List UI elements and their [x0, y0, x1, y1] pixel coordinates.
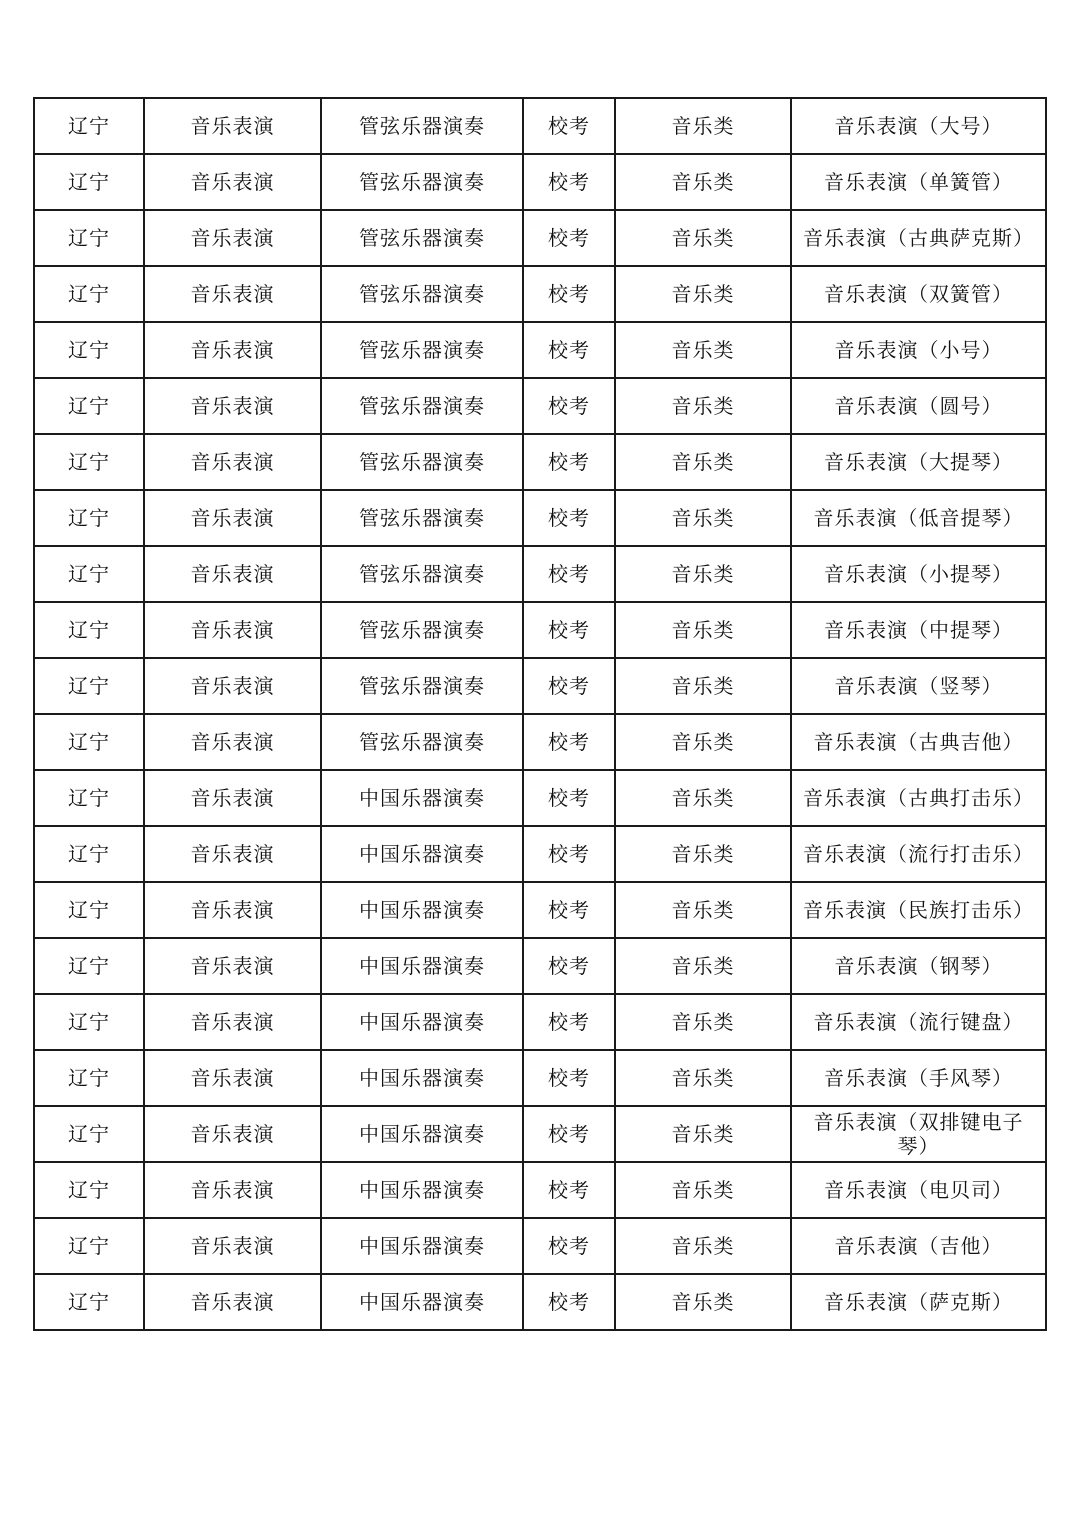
- table-row: [34, 826, 1046, 882]
- specialty-cell: 音乐表演（双排键电子琴）: [791, 1106, 1046, 1162]
- province-cell: 辽宁: [34, 602, 144, 658]
- category-cell: 音乐类: [615, 1218, 791, 1274]
- direction-cell: 中国乐器演奏: [321, 882, 523, 938]
- province-cell: 辽宁: [34, 1162, 144, 1218]
- direction-cell: 中国乐器演奏: [321, 770, 523, 826]
- direction-cell: 中国乐器演奏: [321, 1106, 523, 1162]
- specialty-cell: 音乐表演（古典打击乐）: [791, 770, 1046, 826]
- category-cell: 音乐类: [615, 378, 791, 434]
- direction-cell: 管弦乐器演奏: [321, 658, 523, 714]
- category-cell: 音乐类: [615, 1162, 791, 1218]
- specialty-cell: 音乐表演（大号）: [791, 98, 1046, 154]
- specialty-cell: 音乐表演（古典萨克斯）: [791, 210, 1046, 266]
- province-cell: 辽宁: [34, 658, 144, 714]
- specialty-cell: 音乐表演（竖琴）: [791, 658, 1046, 714]
- direction-cell: 中国乐器演奏: [321, 1162, 523, 1218]
- category-cell: 音乐类: [615, 98, 791, 154]
- province-cell: 辽宁: [34, 714, 144, 770]
- direction-cell: 管弦乐器演奏: [321, 154, 523, 210]
- table-row: [34, 714, 1046, 770]
- direction-cell: 中国乐器演奏: [321, 1050, 523, 1106]
- table-row: [34, 882, 1046, 938]
- category-cell: 音乐类: [615, 938, 791, 994]
- table-row: [34, 602, 1046, 658]
- table-row: [34, 266, 1046, 322]
- province-cell: 辽宁: [34, 98, 144, 154]
- category-cell: 音乐类: [615, 322, 791, 378]
- direction-cell: 中国乐器演奏: [321, 1274, 523, 1330]
- direction-cell: 中国乐器演奏: [321, 994, 523, 1050]
- direction-cell: 管弦乐器演奏: [321, 490, 523, 546]
- table-row: [34, 1106, 1046, 1162]
- major-cell: 音乐表演: [144, 602, 321, 658]
- major-cell: 音乐表演: [144, 266, 321, 322]
- category-cell: 音乐类: [615, 882, 791, 938]
- direction-cell: 管弦乐器演奏: [321, 210, 523, 266]
- major-cell: 音乐表演: [144, 378, 321, 434]
- exam-type-cell: 校考: [523, 938, 615, 994]
- major-cell: 音乐表演: [144, 322, 321, 378]
- table-row: [34, 994, 1046, 1050]
- province-cell: 辽宁: [34, 322, 144, 378]
- major-cell: 音乐表演: [144, 434, 321, 490]
- table-row: [34, 490, 1046, 546]
- exam-type-cell: 校考: [523, 770, 615, 826]
- specialty-cell: 音乐表演（电贝司）: [791, 1162, 1046, 1218]
- exam-type-cell: 校考: [523, 1218, 615, 1274]
- province-cell: 辽宁: [34, 1050, 144, 1106]
- category-cell: 音乐类: [615, 826, 791, 882]
- category-cell: 音乐类: [615, 658, 791, 714]
- category-cell: 音乐类: [615, 770, 791, 826]
- exam-type-cell: 校考: [523, 546, 615, 602]
- province-cell: 辽宁: [34, 546, 144, 602]
- category-cell: 音乐类: [615, 1050, 791, 1106]
- direction-cell: 管弦乐器演奏: [321, 546, 523, 602]
- specialty-cell: 音乐表演（古典吉他）: [791, 714, 1046, 770]
- major-cell: 音乐表演: [144, 770, 321, 826]
- category-cell: 音乐类: [615, 994, 791, 1050]
- major-cell: 音乐表演: [144, 1218, 321, 1274]
- province-cell: 辽宁: [34, 882, 144, 938]
- table-row: [34, 938, 1046, 994]
- major-cell: 音乐表演: [144, 714, 321, 770]
- category-cell: 音乐类: [615, 154, 791, 210]
- table-row: [34, 322, 1046, 378]
- table-row: [34, 378, 1046, 434]
- province-cell: 辽宁: [34, 1218, 144, 1274]
- enrollment-table: [33, 97, 1047, 1331]
- category-cell: 音乐类: [615, 1106, 791, 1162]
- major-cell: 音乐表演: [144, 154, 321, 210]
- exam-type-cell: 校考: [523, 714, 615, 770]
- exam-type-cell: 校考: [523, 98, 615, 154]
- province-cell: 辽宁: [34, 154, 144, 210]
- major-cell: 音乐表演: [144, 826, 321, 882]
- exam-type-cell: 校考: [523, 266, 615, 322]
- category-cell: 音乐类: [615, 266, 791, 322]
- province-cell: 辽宁: [34, 490, 144, 546]
- major-cell: 音乐表演: [144, 882, 321, 938]
- direction-cell: 管弦乐器演奏: [321, 378, 523, 434]
- category-cell: 音乐类: [615, 490, 791, 546]
- direction-cell: 中国乐器演奏: [321, 1218, 523, 1274]
- category-cell: 音乐类: [615, 546, 791, 602]
- table-row: [34, 154, 1046, 210]
- province-cell: 辽宁: [34, 1106, 144, 1162]
- table-row: [34, 770, 1046, 826]
- direction-cell: 管弦乐器演奏: [321, 98, 523, 154]
- table-row: [34, 1162, 1046, 1218]
- specialty-cell: 音乐表演（单簧管）: [791, 154, 1046, 210]
- specialty-cell: 音乐表演（双簧管）: [791, 266, 1046, 322]
- province-cell: 辽宁: [34, 378, 144, 434]
- specialty-cell: 音乐表演（大提琴）: [791, 434, 1046, 490]
- province-cell: 辽宁: [34, 210, 144, 266]
- province-cell: 辽宁: [34, 266, 144, 322]
- specialty-cell: 音乐表演（圆号）: [791, 378, 1046, 434]
- major-cell: 音乐表演: [144, 490, 321, 546]
- exam-type-cell: 校考: [523, 602, 615, 658]
- category-cell: 音乐类: [615, 602, 791, 658]
- specialty-cell: 音乐表演（手风琴）: [791, 1050, 1046, 1106]
- table-row: [34, 658, 1046, 714]
- direction-cell: 管弦乐器演奏: [321, 322, 523, 378]
- exam-type-cell: 校考: [523, 434, 615, 490]
- province-cell: 辽宁: [34, 938, 144, 994]
- exam-type-cell: 校考: [523, 1274, 615, 1330]
- direction-cell: 中国乐器演奏: [321, 938, 523, 994]
- table-row: [34, 210, 1046, 266]
- exam-type-cell: 校考: [523, 994, 615, 1050]
- major-cell: 音乐表演: [144, 658, 321, 714]
- category-cell: 音乐类: [615, 1274, 791, 1330]
- specialty-cell: 音乐表演（流行键盘）: [791, 994, 1046, 1050]
- exam-type-cell: 校考: [523, 658, 615, 714]
- category-cell: 音乐类: [615, 434, 791, 490]
- exam-type-cell: 校考: [523, 154, 615, 210]
- table-row: [34, 98, 1046, 154]
- specialty-cell: 音乐表演（小号）: [791, 322, 1046, 378]
- exam-type-cell: 校考: [523, 1162, 615, 1218]
- specialty-cell: 音乐表演（低音提琴）: [791, 490, 1046, 546]
- major-cell: 音乐表演: [144, 1106, 321, 1162]
- table-row: [34, 546, 1046, 602]
- exam-type-cell: 校考: [523, 322, 615, 378]
- specialty-cell: 音乐表演（民族打击乐）: [791, 882, 1046, 938]
- table-row: [34, 434, 1046, 490]
- category-cell: 音乐类: [615, 714, 791, 770]
- province-cell: 辽宁: [34, 770, 144, 826]
- specialty-cell: 音乐表演（吉他）: [791, 1218, 1046, 1274]
- specialty-cell: 音乐表演（小提琴）: [791, 546, 1046, 602]
- major-cell: 音乐表演: [144, 938, 321, 994]
- direction-cell: 管弦乐器演奏: [321, 266, 523, 322]
- exam-type-cell: 校考: [523, 1106, 615, 1162]
- exam-type-cell: 校考: [523, 210, 615, 266]
- direction-cell: 管弦乐器演奏: [321, 602, 523, 658]
- province-cell: 辽宁: [34, 434, 144, 490]
- province-cell: 辽宁: [34, 826, 144, 882]
- major-cell: 音乐表演: [144, 1050, 321, 1106]
- major-cell: 音乐表演: [144, 98, 321, 154]
- specialty-cell: 音乐表演（钢琴）: [791, 938, 1046, 994]
- exam-type-cell: 校考: [523, 490, 615, 546]
- major-cell: 音乐表演: [144, 210, 321, 266]
- major-cell: 音乐表演: [144, 994, 321, 1050]
- province-cell: 辽宁: [34, 1274, 144, 1330]
- direction-cell: 管弦乐器演奏: [321, 714, 523, 770]
- specialty-cell: 音乐表演（中提琴）: [791, 602, 1046, 658]
- direction-cell: 管弦乐器演奏: [321, 434, 523, 490]
- table-row: [34, 1274, 1046, 1330]
- exam-type-cell: 校考: [523, 826, 615, 882]
- exam-type-cell: 校考: [523, 378, 615, 434]
- major-cell: 音乐表演: [144, 546, 321, 602]
- specialty-cell: 音乐表演（流行打击乐）: [791, 826, 1046, 882]
- table-row: [34, 1050, 1046, 1106]
- province-cell: 辽宁: [34, 994, 144, 1050]
- exam-type-cell: 校考: [523, 882, 615, 938]
- major-cell: 音乐表演: [144, 1162, 321, 1218]
- exam-type-cell: 校考: [523, 1050, 615, 1106]
- specialty-cell: 音乐表演（萨克斯）: [791, 1274, 1046, 1330]
- category-cell: 音乐类: [615, 210, 791, 266]
- major-cell: 音乐表演: [144, 1274, 321, 1330]
- table-row: [34, 1218, 1046, 1274]
- direction-cell: 中国乐器演奏: [321, 826, 523, 882]
